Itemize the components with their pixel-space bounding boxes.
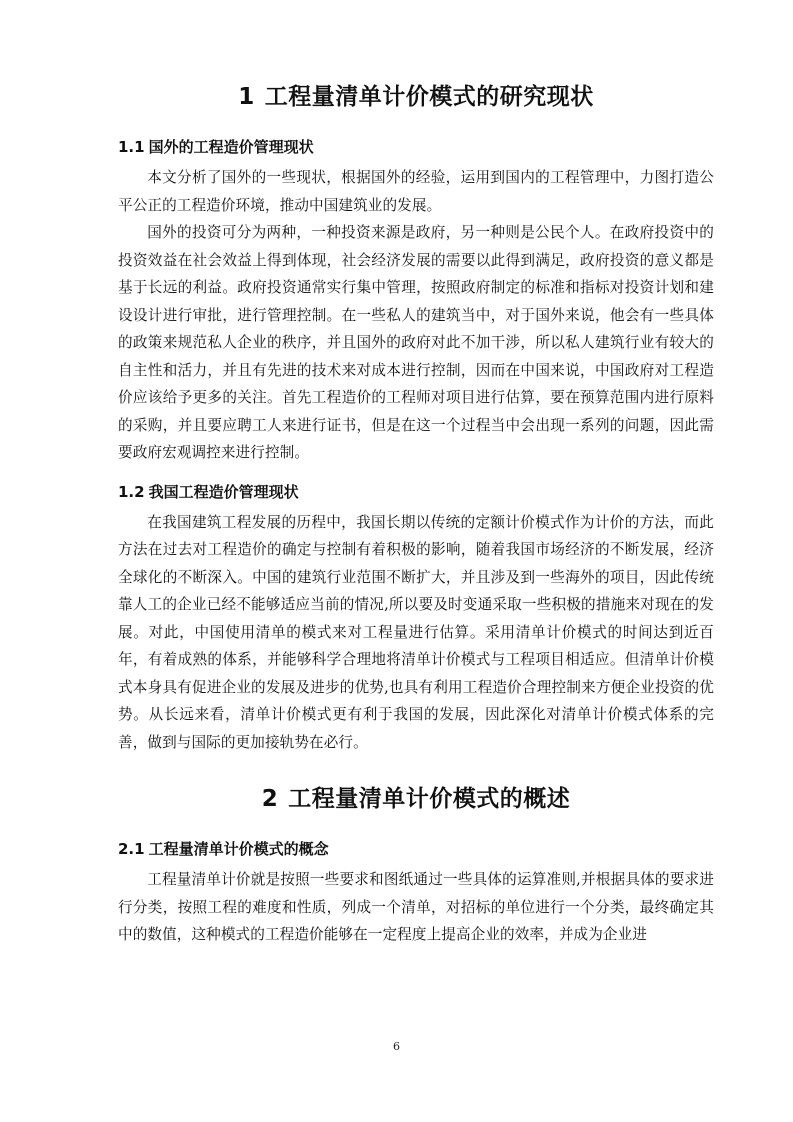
chapter-2-number: 2 bbox=[261, 786, 279, 812]
section-1-1-title: 国外的工程造价管理现状 bbox=[148, 138, 314, 156]
chapter-2-heading bbox=[118, 782, 714, 816]
section-1-1-paragraph-2: 国外的投资可分为两种，一种投资来源是政府，另一种则是公民个人。在政府投资中的投资效益在社会效益上得到体现，社会经济发展的需要以此得到满足，政府投资的意义都是基于长远的利益。政府投资通常实行集中管理，按照政府制定的标准和指标对投资计划和建设设计进行审批，进行管理控制。在一些私人的建筑当中，对于国外来说，他会有一些具体的政策来规范私人企业的秩序，并且国外的政府对此不加干涉，所以私人建筑行业有较大的自主性和活力，并且有先进的技术来对成本进行控制，因而在中国来说，中国政府对工程造价应该给予更多的关注。首先工程造价的工程师对项目进行估算，要在预算范围内进行原料的采购，并且要应聘工人来进行证书，但是在这一个过程当中会出现一系列的问题，因此需要政府宏观调控来进行控制。 bbox=[118, 224, 714, 461]
section-2-1-number: 2.1 bbox=[118, 840, 145, 858]
section-2-1-paragraph-1: 工程量清单计价就是按照一些要求和图纸通过一些具体的运算准则,并根据具体的要求进行分类，按照工程的难度和性质，列成一个清单，对招标的单位进行一个分类，最终确定其中的数值，这种模式的工程造价能够在一定程度上提高企业的效率，并成为企业进 bbox=[118, 871, 714, 943]
section-2-1-heading bbox=[118, 836, 714, 862]
page-number: 6 bbox=[393, 1040, 400, 1053]
chapter-1-number: 1 bbox=[238, 84, 255, 110]
section-1-1-paragraph-1: 本文分析了国外的一些现状，根据国外的经验，运用到国内的工程管理中，力图打造公平公正的工程造价环境，推动中国建筑业的发展。 bbox=[118, 169, 714, 214]
section-2-1-title: 工程量清单计价模式的概念 bbox=[148, 840, 329, 858]
section-1-2-number: 1.2 bbox=[118, 482, 145, 501]
chapter-2-title: 工程量清单计价模式的概述 bbox=[288, 786, 571, 812]
section-1-1-number: 1.1 bbox=[118, 138, 145, 156]
section-1-2-heading bbox=[118, 479, 714, 505]
section-1-1-heading bbox=[118, 134, 714, 160]
section-1-2-title: 我国工程造价管理现状 bbox=[148, 482, 299, 501]
chapter-1-title: 工程量清单计价模式的研究现状 bbox=[264, 84, 594, 110]
chapter-1-heading bbox=[118, 80, 714, 114]
page-content bbox=[118, 80, 714, 949]
section-1-2-paragraph-1: 在我国建筑工程发展的历程中，我国长期以传统的定额计价模式作为计价的方法，而此方法在过去对工程造价的确定与控制有着积极的影响，随着我国市场经济的不断发展，经济全球化的不断深入。中国的建筑行业范围不断扩大，并且涉及到一些海外的项目，因此传统靠人工的企业已经不能够适应当前的情况,所以要及时变通采取一些积极的措施来对现在的发展。对此，中国使用清单的模式来对工程量进行估算。采用清单计价模式的时间达到近百年，有着成熟的体系，并能够科学合理地将清单计价模式与工程项目相适应。但清单计价模式本身具有促进企业的发展及进步的优势,也具有利用工程造价合理控制来方便企业投资的优势。从长远来看，清单计价模式更有利于我国的发展，因此深化对清单计价模式体系的完善，做到与国际的更加接轨势在必行。 bbox=[118, 513, 714, 751]
